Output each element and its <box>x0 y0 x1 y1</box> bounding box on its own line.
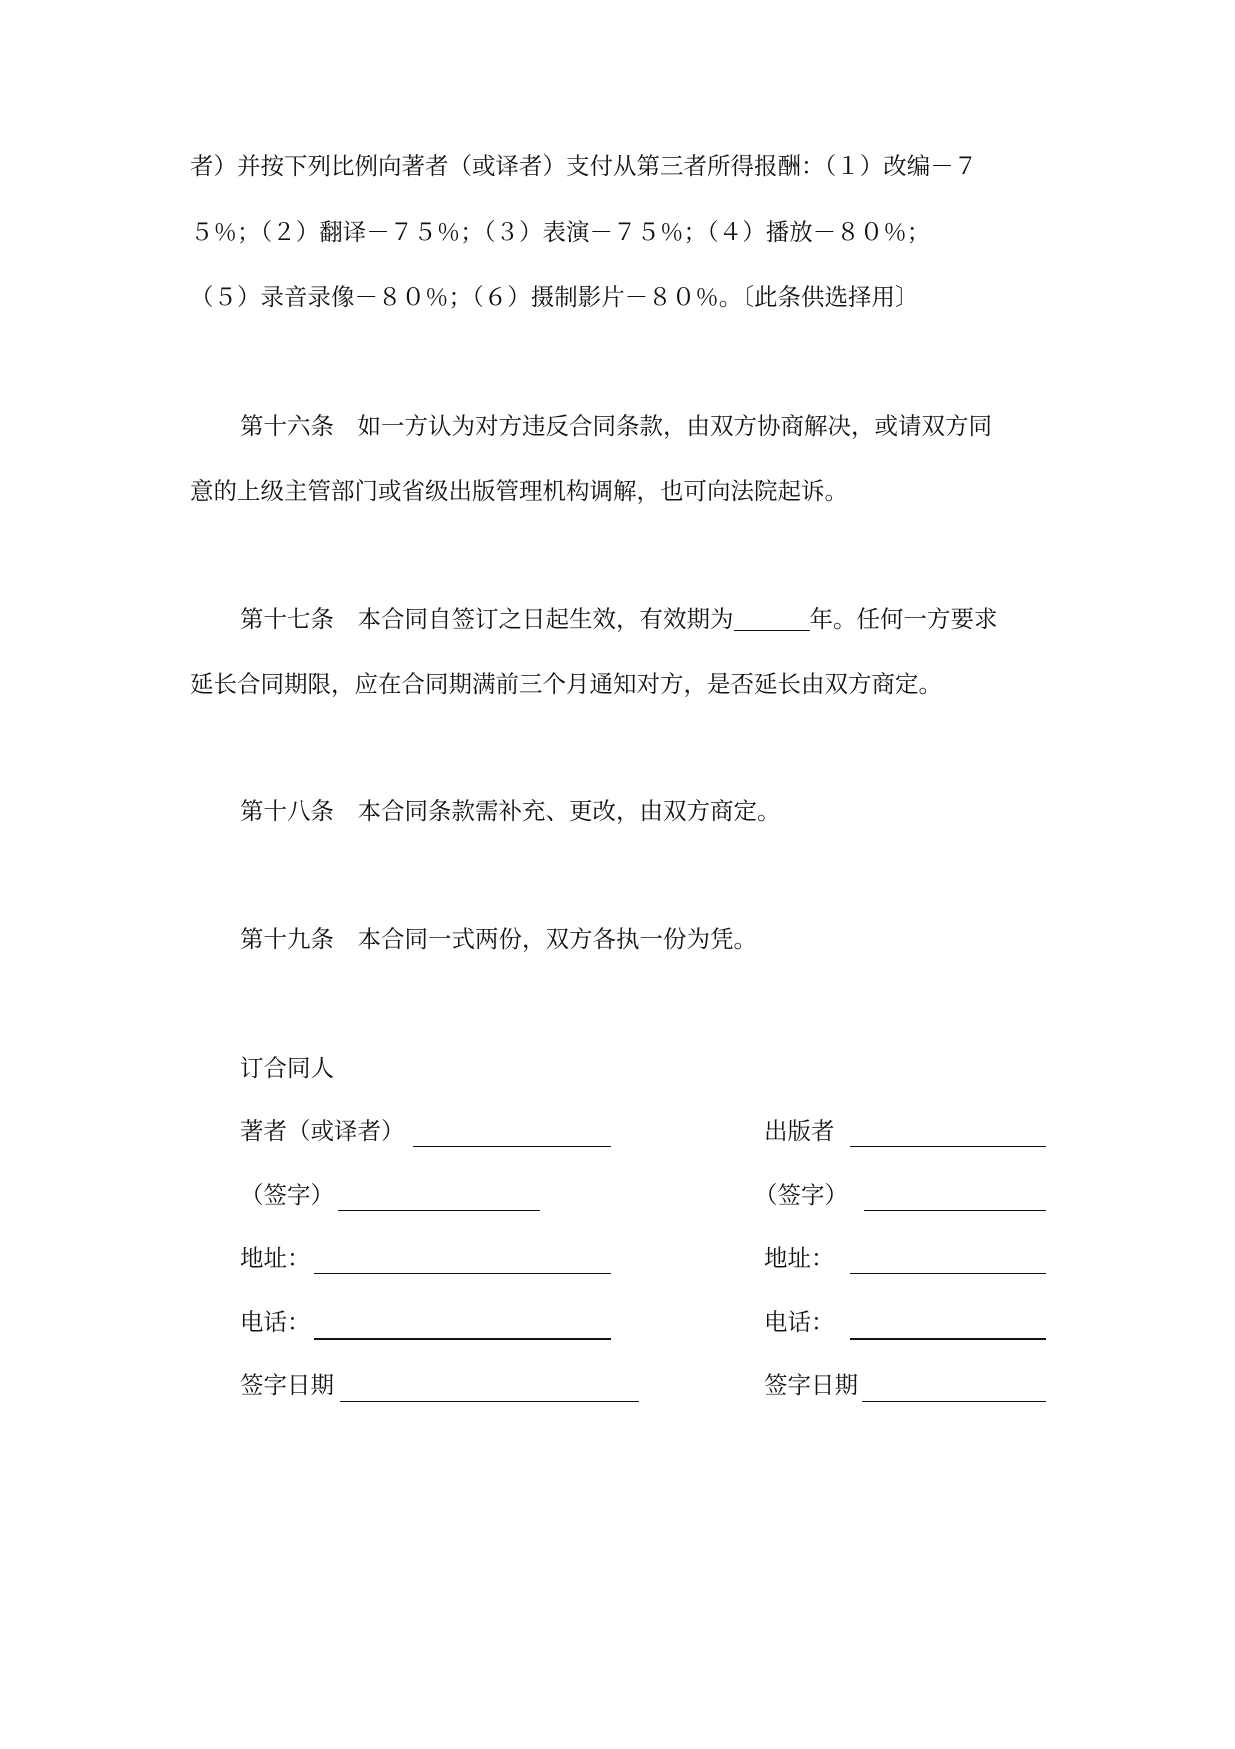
left-phone-line[interactable] <box>314 1338 611 1340</box>
clause-16-line-1: 第十六条 如一方认为对方违反合同条款，由双方协商解决，或请双方同 <box>240 412 992 440</box>
publisher-signature-line[interactable] <box>850 1146 1046 1147</box>
right-phone-line[interactable] <box>850 1338 1046 1340</box>
right-date-line[interactable] <box>862 1401 1046 1402</box>
left-address-line[interactable] <box>314 1273 611 1274</box>
author-label: 著者（或译者） <box>240 1117 405 1145</box>
author-signature-line[interactable] <box>413 1146 611 1147</box>
left-phone-label: 电话： <box>240 1308 311 1336</box>
left-date-line[interactable] <box>340 1401 639 1402</box>
right-address-label: 地址： <box>764 1244 835 1272</box>
right-date-label: 签字日期 <box>764 1371 858 1399</box>
clause-15-line-2: ５％；（２）翻译－７５％；（３）表演－７５％；（４）播放－８０％； <box>190 218 931 246</box>
clause-19: 第十九条 本合同一式两份，双方各执一份为凭。 <box>240 925 757 953</box>
clause-15-line-3: （５）录音录像－８０％；（６）摄制影片－８０％。〔此条供选择用〕 <box>190 283 919 311</box>
left-sign-label: （签字） <box>240 1181 334 1209</box>
clause-17-line-2: 延长合同期限，应在合同期满前三个月通知对方，是否延长由双方商定。 <box>190 670 942 698</box>
left-sign-line[interactable] <box>338 1210 540 1211</box>
validity-years-blank[interactable] <box>734 629 810 631</box>
clause-17-text-b: 年。任何一方要求 <box>809 605 998 633</box>
right-sign-line[interactable] <box>864 1210 1046 1211</box>
right-address-line[interactable] <box>850 1273 1046 1274</box>
clause-18: 第十八条 本合同条款需补充、更改，由双方商定。 <box>240 797 781 825</box>
left-date-label: 签字日期 <box>240 1371 334 1399</box>
publisher-label: 出版者 <box>764 1117 835 1145</box>
right-phone-label: 电话： <box>764 1308 835 1336</box>
clause-16-line-2: 意的上级主管部门或省级出版管理机构调解，也可向法院起诉。 <box>190 477 848 505</box>
clause-17-text-a: 第十七条 本合同自签订之日起生效，有效期为 <box>240 605 734 633</box>
clause-17-line-1 <box>240 605 998 633</box>
clause-15-line-1: 者）并按下列比例向著者（或译者）支付从第三者所得报酬：（１）改编－７ <box>190 152 978 180</box>
signatories-heading: 订合同人 <box>240 1054 334 1082</box>
left-address-label: 地址： <box>240 1244 311 1272</box>
right-sign-label: （签字） <box>754 1181 848 1209</box>
